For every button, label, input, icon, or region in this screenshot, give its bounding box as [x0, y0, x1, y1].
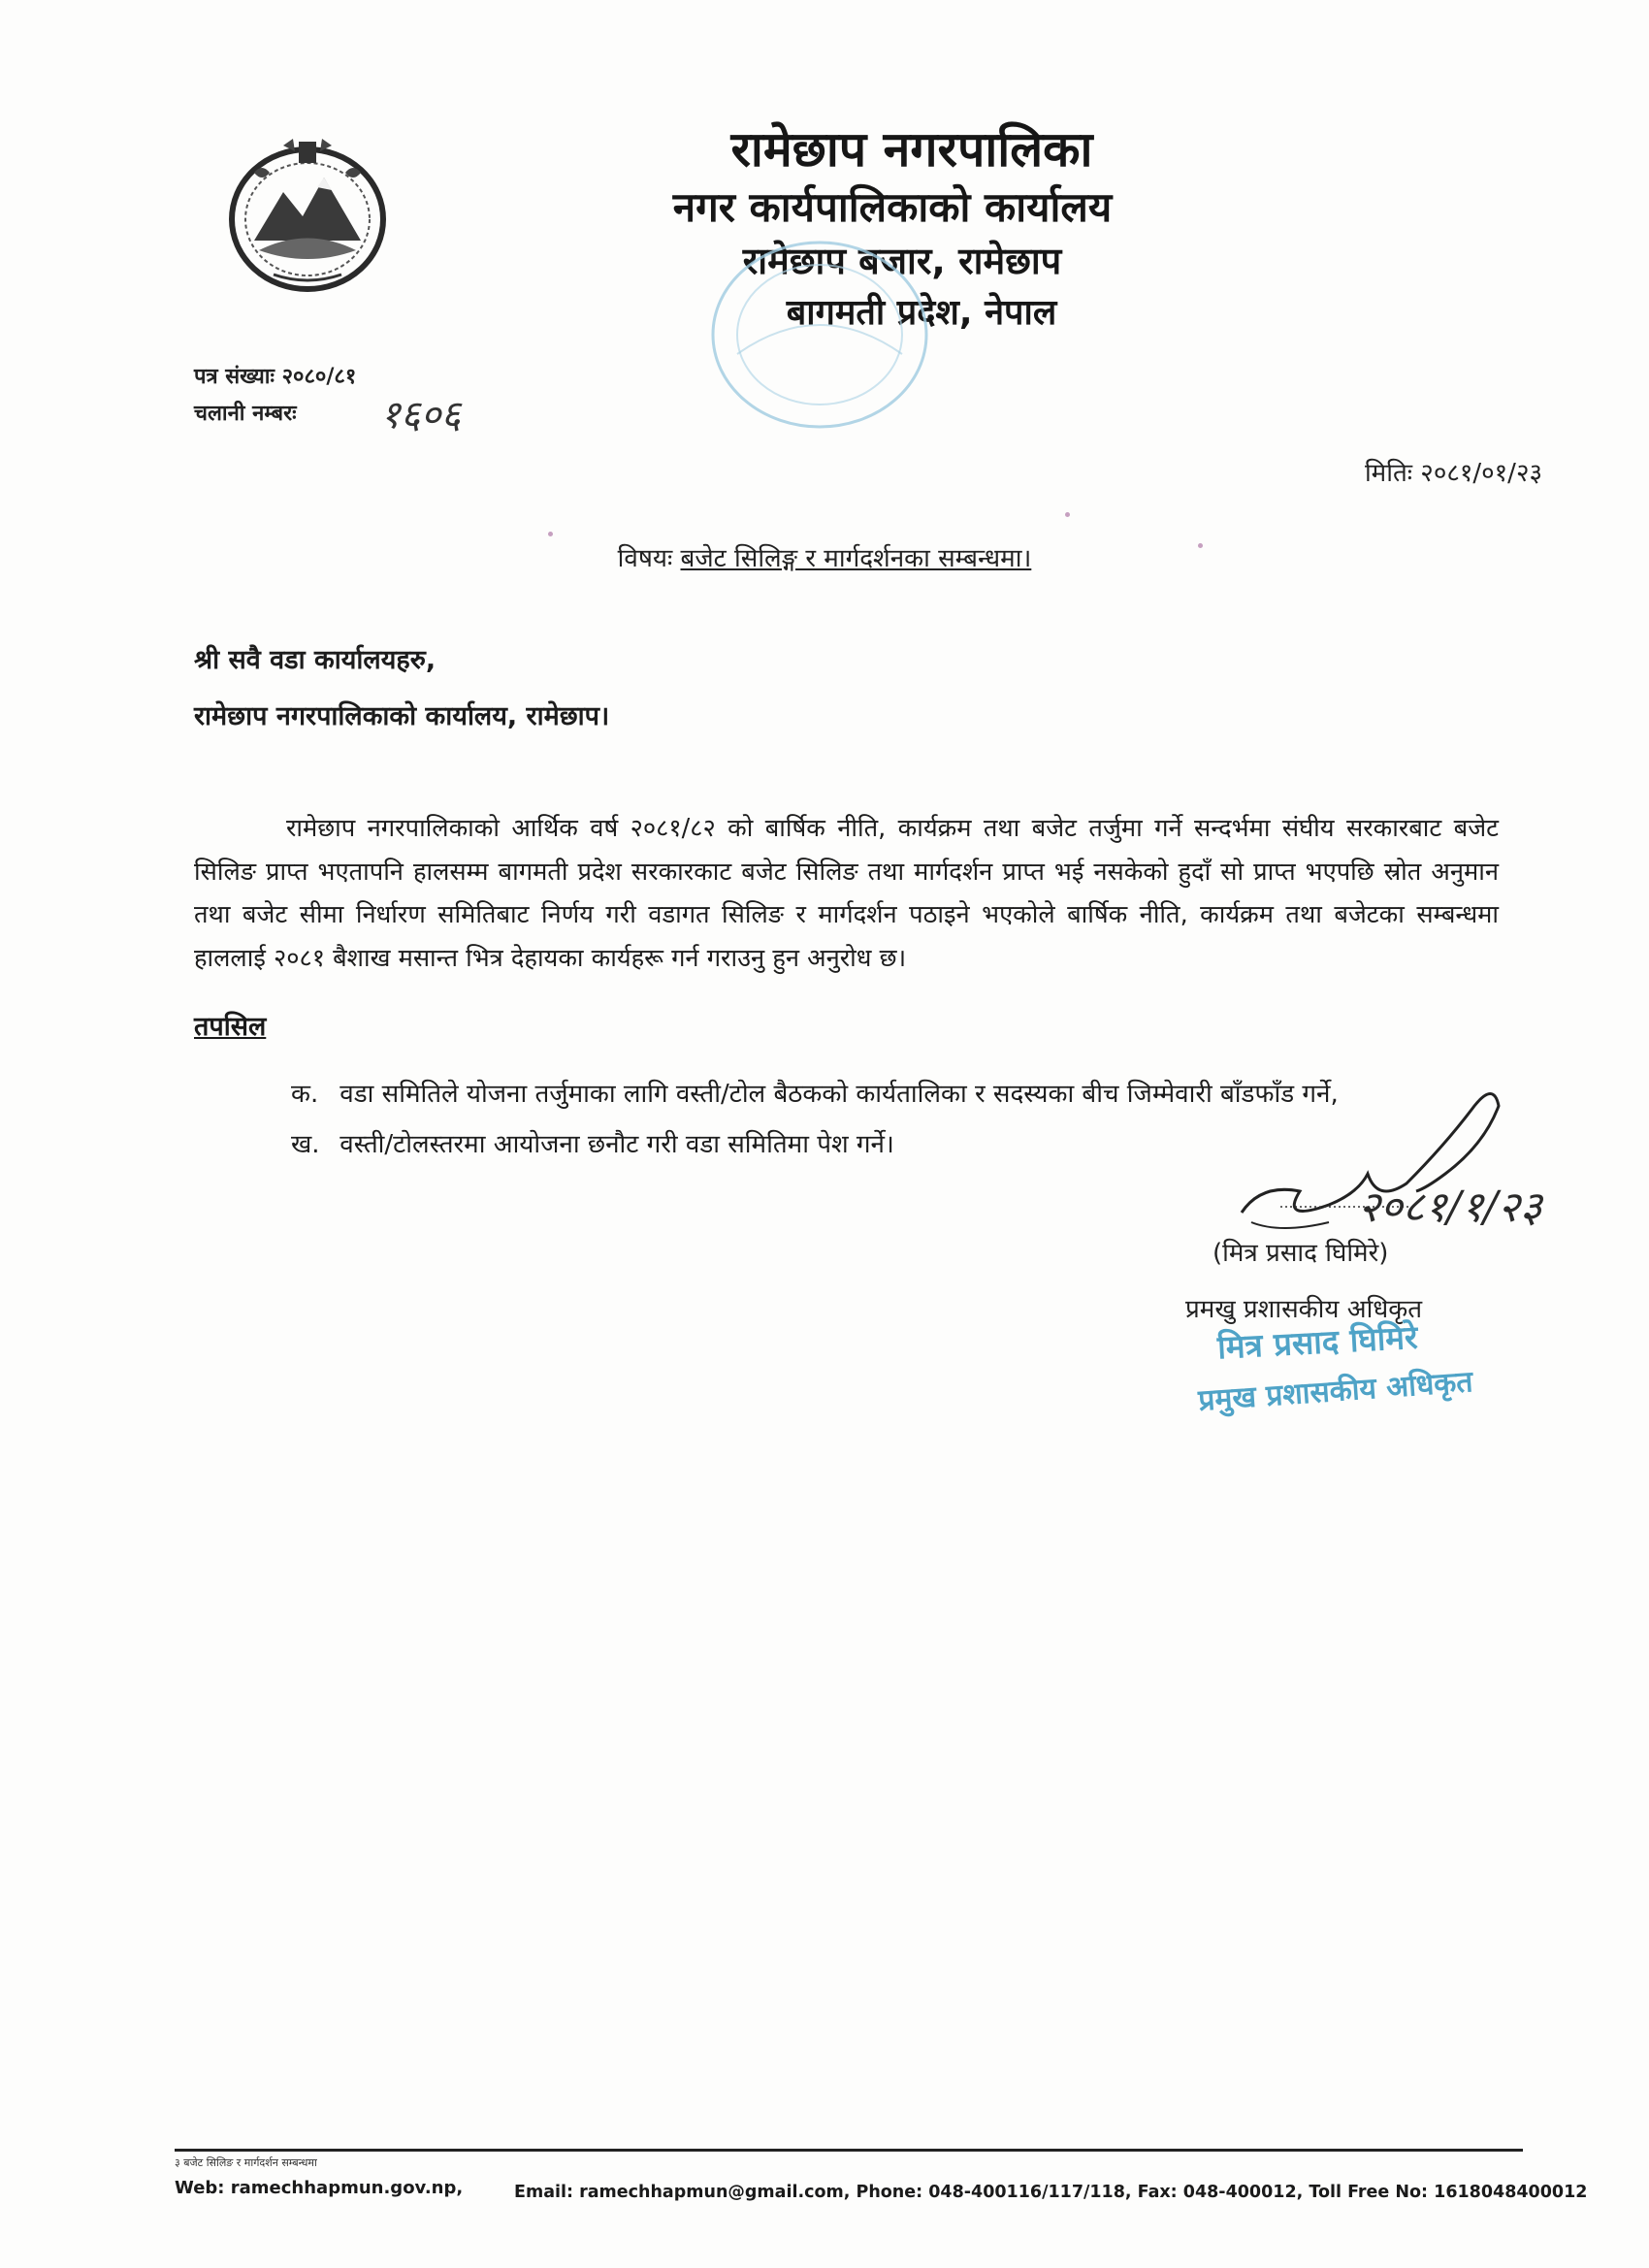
stamp-signatory-name: मित्र प्रसाद घिमिरे — [1216, 1317, 1419, 1367]
signatory-title: प्रमखु प्रशासकीय अधिकृत — [1185, 1295, 1423, 1324]
office-name: नगर कार्यपालिकाको कार्यालय — [672, 183, 1113, 231]
subject-line — [0, 539, 1649, 574]
dispatch-number-label: चलानी नम्बरः — [194, 402, 297, 426]
office-stamp-icon — [698, 238, 941, 461]
signatory-name: (मित्र प्रसाद घिमिरे) — [1212, 1239, 1389, 1268]
office-province: बागमती प्रदेश, नेपाल — [786, 293, 1057, 333]
subject-text: बजेट सिलिङ्ग र मार्गदर्शनका सम्बन्धमा। — [680, 544, 1032, 573]
subject-label: विषयः — [617, 544, 673, 573]
ink-speck — [548, 532, 553, 536]
list-item — [291, 1075, 1339, 1110]
list-item-text: वस्ती/टोलस्तरमा आयोजना छनौट गरी वडा समितिमा पेश गर्ने। — [340, 1130, 894, 1159]
dispatch-number-handwritten: १६०६ — [380, 393, 462, 437]
footer-website: Web: ramechhapmun.gov.np, — [175, 2178, 464, 2198]
addressee-line-1: श्री सवै वडा कार्यालयहरु, — [194, 645, 436, 675]
list-item — [291, 1125, 894, 1160]
addressee-line-2: रामेछाप नगरपालिकाको कार्यालय, रामेछाप। — [194, 701, 610, 731]
list-item-text: वडा समितिले योजना तर्जुमाका लागि वस्ती/टोल बैठकको कार्यतालिका र सदस्यका बीच जिम्मेवारी बाँडफाँड गर्ने, — [340, 1080, 1339, 1109]
office-location: रामेछाप बजार, रामेछाप — [742, 240, 1062, 282]
footer-divider — [175, 2149, 1523, 2152]
footer-contact-info: Email: ramechhapmun@gmail.com, Phone: 048-400116/117/118, Fax: 048-400012, Toll Free No: 1618048400012 — [514, 2183, 1588, 2202]
letter-number: पत्र संख्याः २०८०/८१ — [194, 365, 357, 389]
body-paragraph: रामेछाप नगरपालिकाको आर्थिक वर्ष २०८१/८२ को बार्षिक नीति, कार्यक्रम तथा बजेट तर्जुमा गर्ने सन्दर्भमा संघीय सरकारबाट बजेट सिलिङ प्राप्त भएतापनि हालसम्म बागमती प्रदेश सरकारकाट बजेट सिलिङ तथा मार्गदर्शन प्राप्त भई नसकेको हुदाँ सो प्राप्त भएपछि स्रोत अनुमान तथा बजेट सीमा निर्धारण समितिबाट निर्णय गरी वडागत सिलिङ र मार्गदर्शन पठाइने भएकोले बार्षिक नीति, कार्यक्रम तथा बजेटका सम्बन्धमा हाललाई २०८१ बैशाख मसान्त भित्र देहायका कार्यहरू गर्न गराउनु हुन अनुरोध छ। — [194, 814, 1499, 973]
list-item-marker: ख. — [291, 1130, 320, 1159]
footer-note: ३ बजेट सिलिङ र मार्गदर्शन सम्बन्धमा — [175, 2156, 317, 2169]
signature-date-handwritten: २०८१/१/२३ — [1358, 1183, 1542, 1232]
letter-date: मितिः २०८१/०१/२३ — [1364, 459, 1542, 488]
details-heading: तपसिल — [194, 1012, 267, 1042]
stamp-signatory-title: प्रमुख प्रशासकीय अधिकृत — [1197, 1365, 1474, 1418]
list-item-marker: क. — [291, 1080, 319, 1109]
municipality-name: रामेछाप नगरपालिका — [730, 121, 1093, 178]
ink-speck — [1065, 512, 1070, 517]
